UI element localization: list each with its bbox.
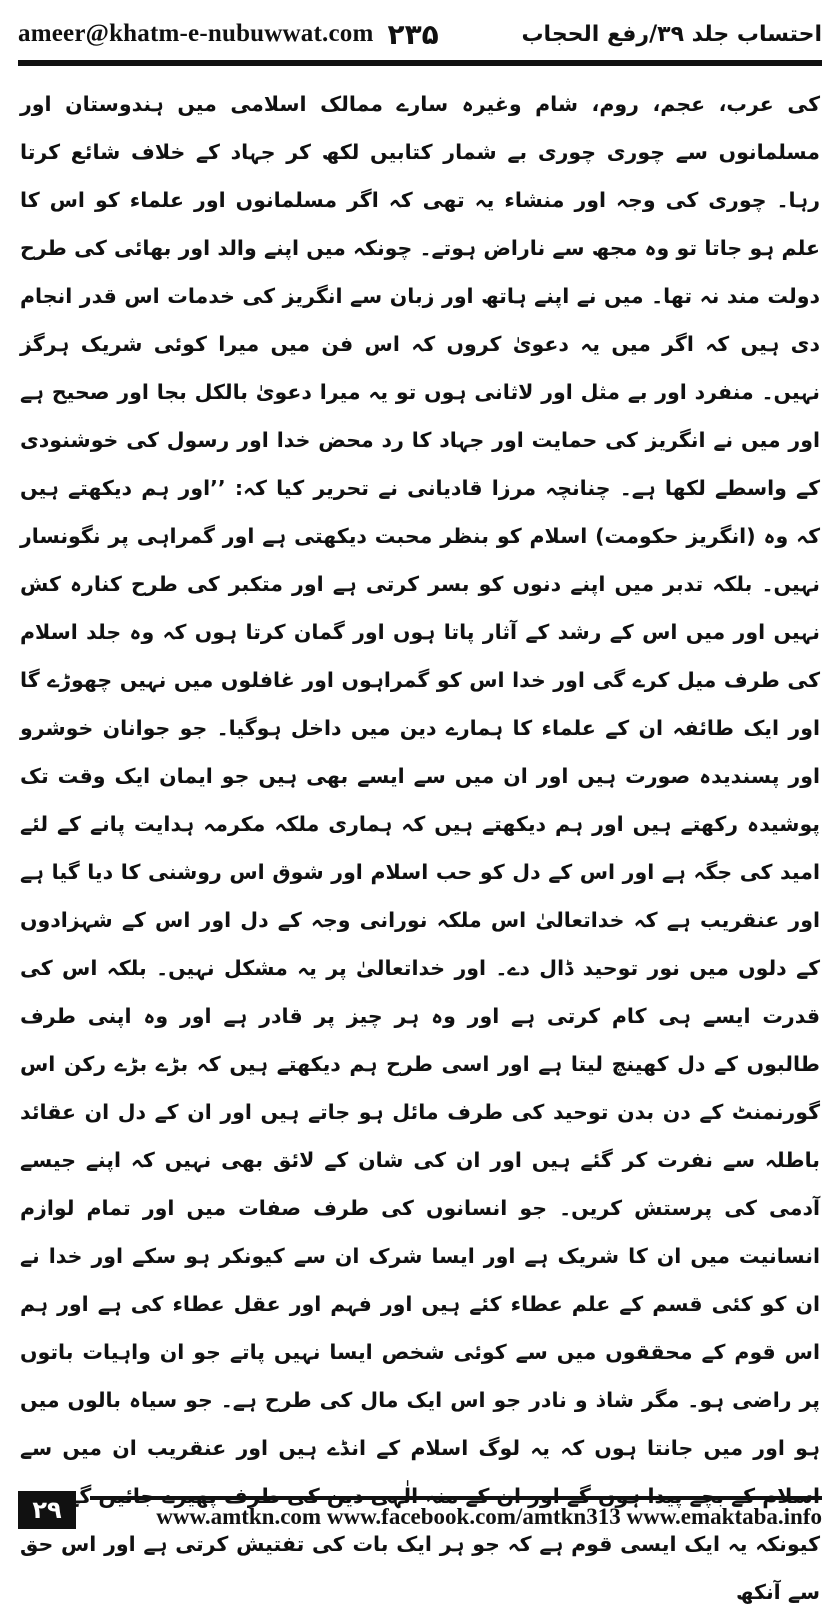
page-footer	[18, 1490, 822, 1530]
footer-right-group	[90, 1490, 822, 1530]
body-text	[20, 80, 820, 1616]
body-paragraph-1: کی عرب، عجم، روم، شام وغیرہ سارے ممالک اسلامی میں ہندوستان اور مسلمانوں سے چوری چوری بے شمار کتابیں لکھ کر جہاد کے خلاف شائع کرتا رہا۔ چوری کی وجہ اور منشاء یہ تھی کہ اگر مسلمانوں اور علماء کو اس کا علم ہو جاتا تو وہ مجھ سے ناراض ہوتے۔ چونکہ میں اپنے والد اور بھائی کی طرح دولت مند نہ تھا۔ میں نے اپنے ہاتھ اور زبان سے انگریز کی خدمات اس قدر انجام دی ہیں کہ اگر میں یہ دعویٰ کروں کہ اس فن میں میرا کوئی شریک ہرگز نہیں۔ منفرد اور بے مثل اور لاثانی ہوں تو یہ میرا دعویٰ بالکل بجا اور صحیح ہے اور میں نے انگریز کی حمایت اور جہاد کا رد محض خدا اور رسول کی خوشنودی کے واسطے لکھا ہے۔ چنانچہ مرزا قادیانی نے تحریر کیا کہ: ’’اور ہم دیکھتے ہیں کہ وہ (انگریز حکومت) اسلام کو بنظر محبت دیکھتی ہے اور گمراہی پر نگونسار نہیں۔ بلکہ تدبر میں اپنے دنوں کو بسر کرتی ہے اور متکبر کی طرح کنارہ کش نہیں اور میں اس کے رشد کے آثار پاتا ہوں اور گمان کرتا ہوں کہ وہ جلد اسلام کی طرف میل کرے گی اور خدا اس کو گمراہوں اور غافلوں میں نہیں چھوڑے گا اور ایک طائفہ ان کے علماء کا ہمارے دین میں داخل ہوگیا۔ جو جوانان خوشرو اور پسندیدہ صورت ہیں اور ان میں سے ایسے بھی ہیں جو ایمان ایک وقت تک پوشیدہ رکھتے ہیں اور ہم دیکھتے ہیں کہ ہماری ملکہ مکرمہ ہدایت پانے کے لئے امید کی جگہ ہے اور اس کے دل کو حب اسلام اور شوق اس روشنی کا دیا گیا ہے اور عنقریب ہے کہ خداتعالیٰ اس ملکہ نورانی وجہ کے دل اور اس کے شہزادوں کے دلوں میں نور توحید ڈال دے۔ اور خداتعالیٰ پر یہ مشکل نہیں۔ بلکہ اس کی قدرت ایسے ہی کام کرتی ہے اور وہ ہر چیز پر قادر ہے اور وہ اپنی طرف طالبوں کے دل کھینچ لیتا ہے اور اسی طرح ہم دیکھتے ہیں کہ بڑے بڑے رکن اس گورنمنٹ کے دن بدن توحید کی طرف مائل ہو جاتے ہیں اور ان کے دل ان عقائد باطلہ سے نفرت کر گئے ہیں اور ان کی شان کے لائق بھی نہیں کہ اپنے جیسے آدمی کی پرستش کریں۔ جو انسانوں کی طرف صفات میں اور تمام لوازم انسانیت میں ان کا شریک ہے اور ایسا شرک ان سے کیونکر ہو سکے اور خدا نے ان کو کئی قسم کے علم عطاء کئے ہیں اور فہم اور عقل عطاء کی ہے اور ہم اس قوم کے محققوں میں سے کوئی شخص ایسا نہیں پاتے جو ان واہیات باتوں پر راضی ہو۔ مگر شاذ و نادر جو اس ایک مال کی طرح ہے۔ جو سیاہ بالوں میں ہو اور میں جانتا ہوں کہ یہ لوگ اسلام کے انڈے ہیں اور عنقریب ان میں سے	[20, 92, 820, 1460]
body-paragraph-2: کیونکہ یہ ایک ایسی قوم ہے کہ جو ہر ایک بات کی تفتیش کرتی ہے اور اس حق سے آنکھ	[20, 1532, 820, 1604]
header-divider	[18, 60, 822, 66]
footer-links: www.amtkn.com www.facebook.com/amtkn313 www.emaktaba.info	[156, 1504, 822, 1529]
page-header	[18, 14, 822, 54]
header-page-number: ۲۳۵	[387, 17, 439, 51]
header-book-title: احتساب جلد ۳۹/رفع الحجاب	[521, 21, 822, 47]
footer-page-number: ۲۹	[18, 1491, 76, 1529]
footer-divider	[90, 1496, 822, 1500]
header-left-group	[18, 18, 439, 51]
header-email: ameer@khatm-e-nubuwwat.com	[18, 20, 374, 47]
